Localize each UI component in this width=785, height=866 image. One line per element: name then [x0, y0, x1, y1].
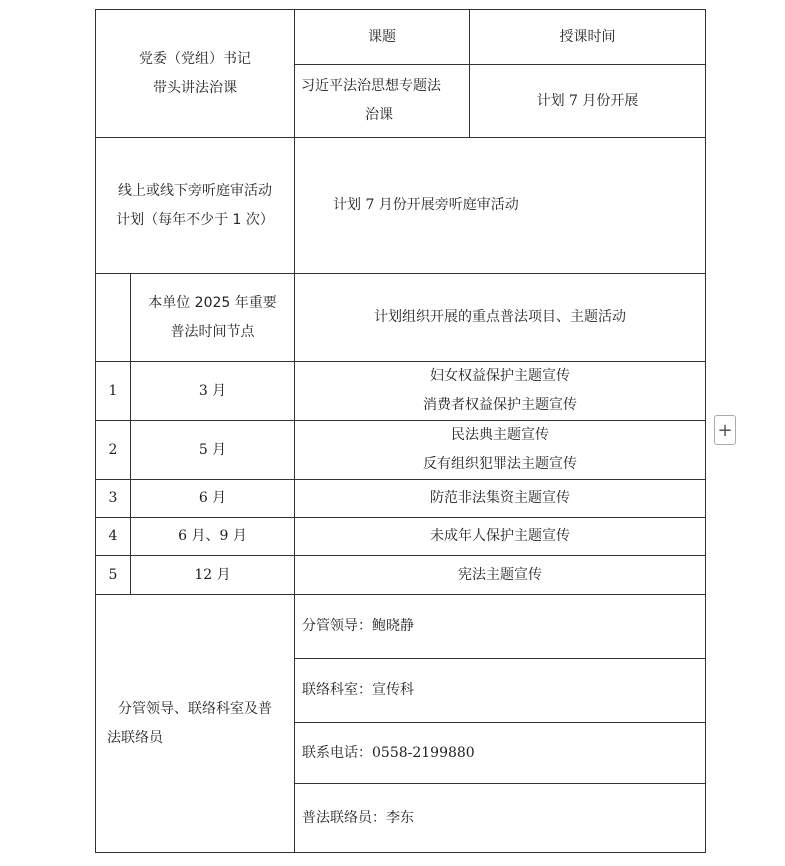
row-index: 4 [95, 517, 131, 556]
time-cell: 计划 7 月份开展 [469, 64, 706, 138]
label-text: 线上或线下旁听庭审活动 [118, 182, 272, 199]
row-activities: 防范非法集资主题宣传 [294, 479, 706, 518]
row-index: 3 [95, 479, 131, 518]
row-activities: 未成年人保护主题宣传 [294, 517, 706, 556]
leader-cell: 分管领导：鲍晓静 [294, 594, 706, 659]
label-text: 计划（每年不少于 1 次） [116, 211, 274, 228]
section2-value: 计划 7 月份开展旁听庭审活动 [294, 137, 706, 274]
row-time: 5 月 [130, 420, 295, 480]
label-text: 带头讲法治课 [153, 79, 237, 96]
label-text: 法联络员 [107, 729, 163, 746]
ghost-mark [0, 250, 70, 370]
topic-cell [294, 64, 470, 138]
row-time: 6 月、9 月 [130, 517, 295, 556]
activity-item: 消费者权益保护主题宣传 [423, 397, 577, 413]
label-text: 党委（党组）书记 [139, 50, 251, 67]
row-activities: 宪法主题宣传 [294, 555, 706, 595]
activity-header: 计划组织开展的重点普法项目、主题活动 [294, 273, 706, 362]
label-text: 分管领导、联络科室及普 [118, 700, 272, 717]
header-time: 授课时间 [469, 9, 706, 65]
topic-text: 习近平法治思想专题法 [301, 78, 441, 94]
section4-label [95, 594, 295, 853]
header-text: 普法时间节点 [170, 323, 255, 340]
row-time: 12 月 [130, 555, 295, 595]
row-index: 5 [95, 555, 131, 595]
topic-text: 治课 [365, 107, 393, 123]
section1-label [95, 9, 295, 138]
row-index: 1 [95, 361, 131, 421]
liaison-cell: 普法联络员：李东 [294, 783, 706, 853]
row-index: 2 [95, 420, 131, 480]
activity-item: 妇女权益保护主题宣传 [430, 368, 570, 384]
index-header [95, 273, 131, 362]
row-activities [294, 361, 706, 421]
activity-item: 民法典主题宣传 [451, 427, 549, 443]
header-topic: 课题 [294, 9, 470, 65]
office-cell: 联络科室：宣传科 [294, 658, 706, 723]
plus-icon[interactable]: + [714, 415, 736, 445]
row-time: 3 月 [130, 361, 295, 421]
phone-cell: 联系电话：0558-2199880 [294, 722, 706, 784]
row-activities [294, 420, 706, 480]
activity-item: 反有组织犯罪法主题宣传 [423, 456, 577, 472]
header-text: 本单位 2025 年重要 [148, 294, 277, 311]
section2-label [95, 137, 295, 274]
row-time: 6 月 [130, 479, 295, 518]
node-header [130, 273, 295, 362]
